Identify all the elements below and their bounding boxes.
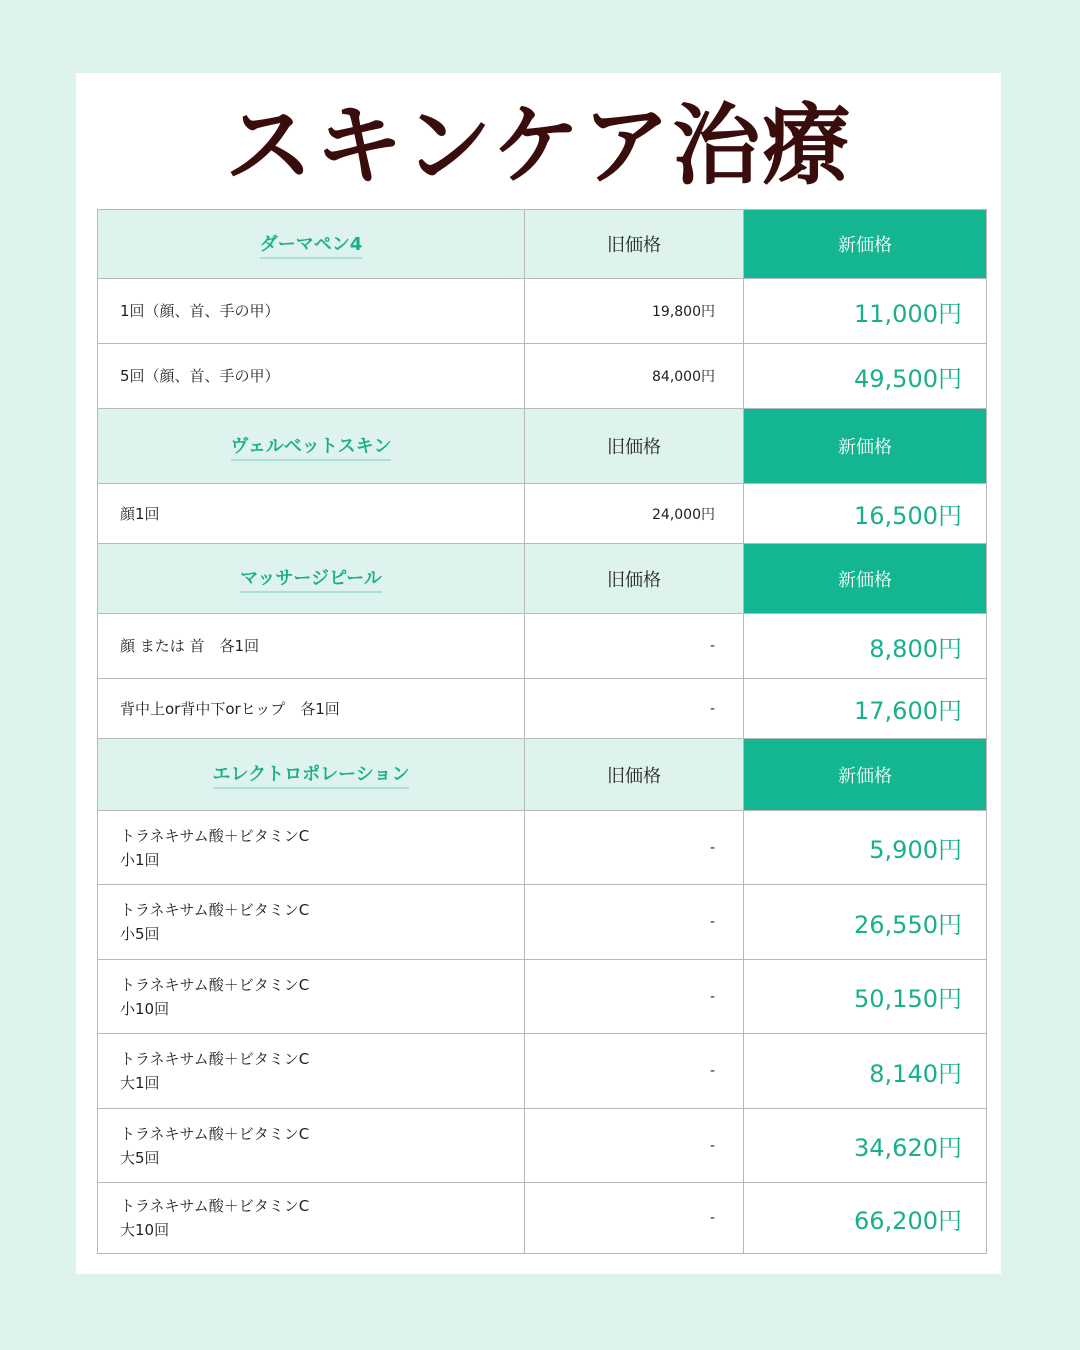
- section-title: ヴェルベットスキン: [231, 432, 392, 461]
- price-card: [76, 73, 1001, 1274]
- item-name: 5回（顔、首、手の甲）: [120, 367, 280, 385]
- new-price: 50,150円: [854, 985, 962, 1013]
- new-price: 5,900円: [869, 836, 962, 864]
- item-name: [120, 898, 309, 946]
- old-price: -: [709, 988, 715, 1005]
- old-price-header: 旧価格: [607, 765, 661, 787]
- item-name-line1: トラネキサム酸＋ビタミンC: [120, 901, 310, 919]
- new-price-header: 新価格: [838, 765, 892, 787]
- old-price-header: 旧価格: [607, 437, 661, 458]
- item-name-line2: 小10回: [120, 999, 170, 1018]
- old-price: -: [709, 1210, 715, 1226]
- table-row: [97, 885, 987, 960]
- item-name: [120, 973, 309, 1021]
- table-row: [97, 614, 987, 679]
- item-name-line1: トラネキサム酸＋ビタミンC: [120, 1050, 310, 1068]
- item-name-line2: 大5回: [120, 1148, 160, 1167]
- table-row: [97, 1034, 987, 1109]
- old-price-header: 旧価格: [607, 569, 661, 591]
- table-row: [97, 1183, 987, 1254]
- old-price: -: [709, 914, 715, 930]
- old-price: 19,800円: [652, 304, 715, 320]
- price-table: [97, 209, 987, 1254]
- new-price: 11,000円: [854, 299, 962, 328]
- table-row: [97, 811, 987, 885]
- new-price: 66,200円: [854, 1206, 962, 1235]
- item-name-line1: トラネキサム酸＋ビタミンC: [120, 975, 310, 994]
- item-name-line1: トラネキサム酸＋ビタミンC: [120, 826, 310, 845]
- new-price-header: 新価格: [838, 569, 892, 591]
- section-title: マッサージピール: [240, 564, 382, 593]
- new-price-header: 新価格: [838, 437, 892, 458]
- old-price: -: [709, 1137, 715, 1154]
- old-price: -: [709, 839, 715, 856]
- item-name: [120, 824, 309, 872]
- item-name-line2: 小1回: [120, 850, 160, 869]
- new-price: 49,500円: [854, 364, 962, 393]
- section-title: ダーマペン4: [260, 230, 363, 259]
- item-name: [120, 1122, 309, 1170]
- old-price: 24,000円: [652, 506, 715, 523]
- table-row: [97, 1109, 987, 1183]
- section-header-electroporation: [97, 739, 987, 811]
- table-row: [97, 344, 987, 409]
- item-name-line2: 小5回: [120, 925, 160, 943]
- table-row: [97, 279, 987, 344]
- item-name: 1回（顔、首、手の甲）: [120, 302, 280, 320]
- item-name-line2: 大1回: [120, 1074, 160, 1092]
- section-title: エレクトロポレーション: [213, 760, 410, 789]
- new-price: 26,550円: [854, 910, 962, 939]
- table-row: [97, 484, 987, 544]
- old-price: -: [709, 1063, 715, 1079]
- new-price: 16,500円: [854, 502, 962, 530]
- table-row: [97, 679, 987, 739]
- new-price-header: 新価格: [838, 235, 892, 256]
- page-title: スキンケア治療: [224, 94, 853, 197]
- old-price-header: 旧価格: [607, 235, 661, 256]
- item-name: 顔1回: [120, 504, 160, 523]
- item-name: 顔 または 首 各1回: [120, 637, 260, 655]
- table-row: [97, 960, 987, 1034]
- section-header-massage-peel: [97, 544, 987, 614]
- section-header-dermapen: [97, 209, 987, 279]
- old-price: -: [709, 700, 715, 717]
- new-price: 8,140円: [869, 1059, 962, 1088]
- new-price: 8,800円: [869, 634, 962, 663]
- item-name-line1: トラネキサム酸＋ビタミンC: [120, 1124, 310, 1143]
- item-name: [120, 1047, 309, 1095]
- item-name-line2: 大10回: [120, 1221, 170, 1239]
- old-price: -: [709, 638, 715, 654]
- item-name-line1: トラネキサム酸＋ビタミンC: [120, 1197, 310, 1215]
- section-header-velvet-skin: [97, 409, 987, 484]
- item-name: [120, 1194, 309, 1242]
- item-name: 背中上or背中下orヒップ 各1回: [120, 699, 340, 718]
- old-price: 84,000円: [652, 369, 715, 385]
- new-price: 17,600円: [854, 697, 962, 725]
- new-price: 34,620円: [854, 1134, 962, 1162]
